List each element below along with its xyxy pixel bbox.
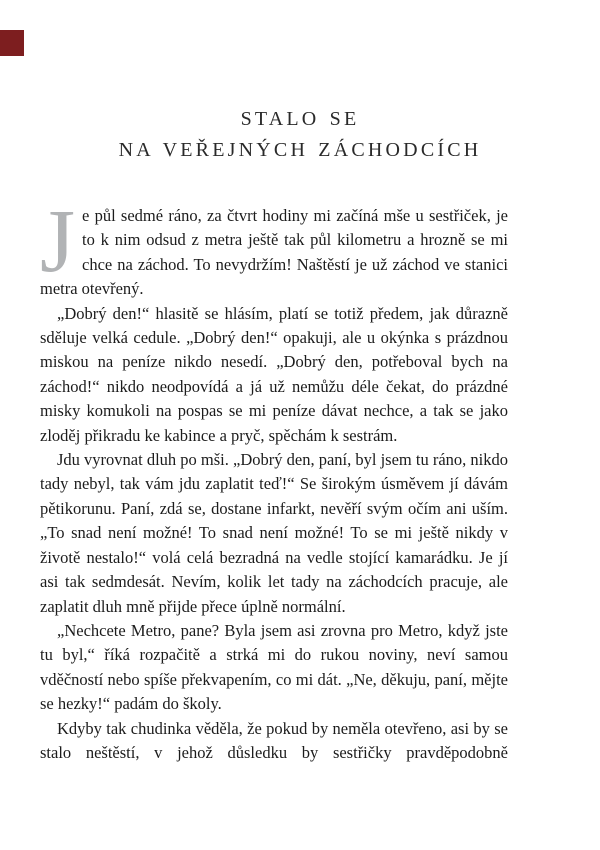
chapter-title-line-2: NA VEŘEJNÝCH ZÁCHODCÍCH bbox=[118, 139, 482, 161]
paragraph-5: Kdyby tak chudinka věděla, že pokud by neměla otevřeno, asi by se stalo neštěstí, v jehož důsledku by sestřičky pravděpodobně bbox=[40, 718, 508, 762]
chapter-header bbox=[0, 0, 600, 166]
paragraph-1 bbox=[40, 192, 508, 302]
corner-marker bbox=[0, 30, 24, 56]
chapter-title-line-1: STALO SE bbox=[240, 108, 360, 130]
paragraph-2: „Dobrý den!“ hlasitě se hlásím, platí se totiž předem, jak důrazně sděluje velká cedule. „Dobrý den!“ opakuji, ale u okýnka s prázdnou miskou na peníze nikdo nesedí. „Dobrý den, potřeboval bych na záchod!“ nikdo neodpovídá a já už nemůžu déle čekat, do prázdné misky komukoli na pospas se mi peníze dávat nechce, a tak se jako zloděj přikradu ke kabince a pryč, spěchám k sestrám. bbox=[40, 303, 508, 445]
body-text bbox=[40, 192, 508, 765]
paragraph-4: „Nechcete Metro, pane? Byla jsem asi zrovna pro Metro, když jste tu byl,“ říká rozpačitě a strká mi do rukou noviny, neví samou vděčností nebo spíše překvapením, co mi dát. „Ne, děkuju, paní, mějte se hezky!“ padám do školy. bbox=[40, 620, 508, 714]
paragraph-3: Jdu vyrovnat dluh po mši. „Dobrý den, paní, byl jsem tu ráno, nikdo tady nebyl, tak vám jdu zaplatit teď!“ Se širokým úsměvem jí dávám pětikorunu. Paní, zdá se, dostane infarkt, nevěří svým očím ani uším. „To snad není možné! To snad není možné! To se mi ještě nikdy v životě nestalo!“ volá celá bezradná na vedle stojící kamarádku. Je jí asi tak sedmdesát. Nevím, kolik let tady na záchodcích pracuje, ale zaplatit dluh mně přijde přece úplně normální. bbox=[40, 450, 508, 616]
dropcap-letter: J bbox=[40, 192, 76, 291]
paragraph-1-text: e půl sedmé ráno, za čtvrt hodiny mi začíná mše u sestřiček, je to k nim odsud z metra ještě tak půl kilometru a hrozně se mi chce na záchod. To nevydržím! Naštěstí je už záchod ve stanici metra otevřený. bbox=[40, 206, 508, 299]
